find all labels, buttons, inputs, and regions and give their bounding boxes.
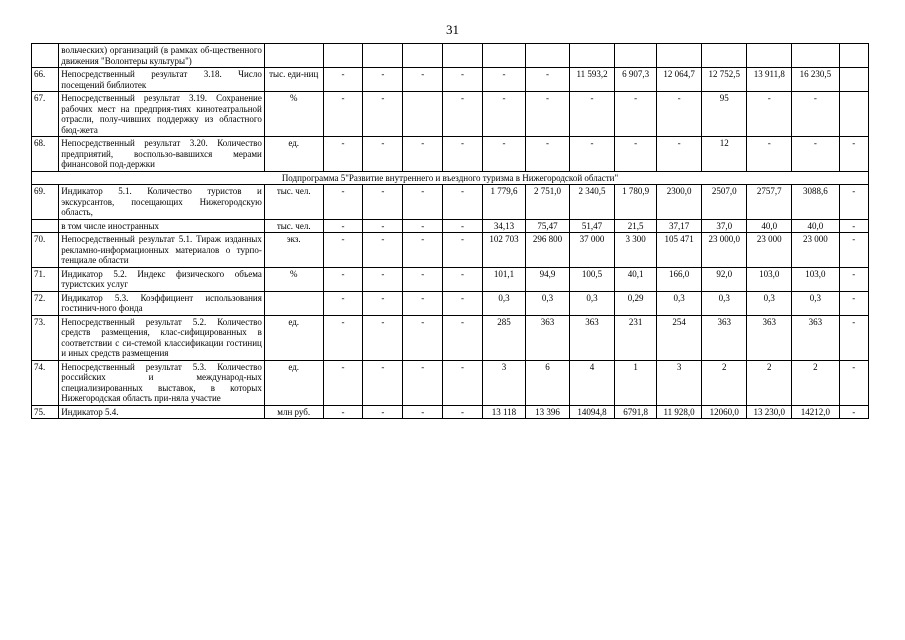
value-cell	[657, 44, 702, 68]
value-cell: 166,0	[657, 267, 702, 291]
unit-cell: ед.	[264, 360, 323, 405]
value-cell: -	[839, 315, 868, 360]
value-cell: 23 000,0	[702, 233, 747, 268]
indicator-name: в том числе иностранных	[59, 219, 265, 233]
value-cell	[747, 44, 792, 68]
value-cell: 12 752,5	[702, 68, 747, 92]
value-cell: -	[443, 267, 483, 291]
value-cell: 100,5	[570, 267, 615, 291]
value-cell: 12060,0	[702, 405, 747, 419]
value-cell: -	[792, 137, 839, 172]
value-cell: 40,1	[615, 267, 657, 291]
value-cell: -	[403, 137, 443, 172]
indicator-name: вольческих) организаций (в рамках об-щественного движения "Волонтеры культуры")	[59, 44, 265, 68]
value-cell: -	[363, 267, 403, 291]
table-row	[32, 360, 869, 405]
value-cell: 3	[482, 360, 525, 405]
value-cell: 23 000	[747, 233, 792, 268]
unit-cell: ед.	[264, 137, 323, 172]
value-cell: 37,17	[657, 219, 702, 233]
value-cell: 1	[615, 360, 657, 405]
value-cell: -	[403, 315, 443, 360]
value-cell: 2300,0	[657, 185, 702, 220]
row-number: 68.	[32, 137, 59, 172]
value-cell: -	[443, 315, 483, 360]
value-cell: -	[363, 360, 403, 405]
value-cell: -	[403, 267, 443, 291]
unit-cell: тыс. чел.	[264, 185, 323, 220]
value-cell: -	[323, 137, 363, 172]
indicator-name: Непосредственный результат 3.20. Количество предприятий, воспользо-вавшихся мерами финансовой под-держки	[59, 137, 265, 172]
value-cell: -	[839, 405, 868, 419]
section-title: Подпрограмма 5"Развитие внутреннего и въездного туризма в Нижегородской области"	[32, 171, 869, 185]
value-cell: 4	[570, 360, 615, 405]
value-cell: 2	[702, 360, 747, 405]
indicator-name: Непосредственный результат 5.1. Тираж изданных рекламно-информационных материалов о турпо-тенциале области	[59, 233, 265, 268]
value-cell: -	[443, 233, 483, 268]
value-cell: -	[443, 185, 483, 220]
value-cell: -	[363, 185, 403, 220]
value-cell: 0,3	[525, 291, 569, 315]
value-cell	[363, 44, 403, 68]
table-row	[32, 267, 869, 291]
value-cell: 0,3	[570, 291, 615, 315]
value-cell: 2757,7	[747, 185, 792, 220]
value-cell: -	[615, 92, 657, 137]
value-cell: 14212,0	[792, 405, 839, 419]
value-cell: -	[323, 291, 363, 315]
value-cell: -	[363, 233, 403, 268]
value-cell: -	[482, 92, 525, 137]
value-cell: 0,3	[747, 291, 792, 315]
value-cell: 2 340,5	[570, 185, 615, 220]
value-cell: 16 230,5	[792, 68, 839, 92]
value-cell: 14094,8	[570, 405, 615, 419]
table-row	[32, 137, 869, 172]
value-cell: -	[443, 92, 483, 137]
unit-cell: экз.	[264, 233, 323, 268]
row-number: 75.	[32, 405, 59, 419]
section-row	[32, 171, 869, 185]
value-cell: 3	[657, 360, 702, 405]
value-cell: 2 751,0	[525, 185, 569, 220]
value-cell: -	[570, 92, 615, 137]
row-number	[32, 219, 59, 233]
value-cell: -	[443, 405, 483, 419]
value-cell	[525, 44, 569, 68]
unit-cell: тыс. еди-ниц	[264, 68, 323, 92]
value-cell: -	[403, 405, 443, 419]
value-cell: -	[323, 267, 363, 291]
value-cell: 40,0	[792, 219, 839, 233]
value-cell: -	[443, 137, 483, 172]
value-cell: -	[403, 219, 443, 233]
unit-cell: млн руб.	[264, 405, 323, 419]
unit-cell: %	[264, 267, 323, 291]
value-cell: 105 471	[657, 233, 702, 268]
value-cell	[839, 44, 868, 68]
value-cell: 34,13	[482, 219, 525, 233]
value-cell: 40,0	[747, 219, 792, 233]
value-cell: -	[363, 137, 403, 172]
table-row	[32, 44, 869, 68]
unit-cell: %	[264, 92, 323, 137]
value-cell: -	[323, 315, 363, 360]
value-cell: 11 593,2	[570, 68, 615, 92]
value-cell: -	[525, 92, 569, 137]
row-number: 67.	[32, 92, 59, 137]
table-row	[32, 315, 869, 360]
value-cell: -	[363, 68, 403, 92]
value-cell: -	[839, 360, 868, 405]
value-cell: 363	[702, 315, 747, 360]
value-cell: -	[403, 360, 443, 405]
value-cell	[615, 44, 657, 68]
value-cell: -	[323, 185, 363, 220]
value-cell: 363	[525, 315, 569, 360]
indicator-name: Индикатор 5.4.	[59, 405, 265, 419]
value-cell: 103,0	[747, 267, 792, 291]
value-cell	[403, 92, 443, 137]
value-cell: 285	[482, 315, 525, 360]
value-cell: 0,3	[482, 291, 525, 315]
value-cell: -	[615, 137, 657, 172]
indicators-table	[31, 43, 869, 419]
value-cell	[792, 44, 839, 68]
value-cell: -	[363, 92, 403, 137]
value-cell: 12	[702, 137, 747, 172]
value-cell: -	[443, 360, 483, 405]
value-cell: 2	[747, 360, 792, 405]
table-row	[32, 68, 869, 92]
table-row	[32, 219, 869, 233]
value-cell: -	[657, 137, 702, 172]
row-number: 74.	[32, 360, 59, 405]
value-cell	[482, 44, 525, 68]
value-cell: -	[443, 68, 483, 92]
unit-cell	[264, 44, 323, 68]
value-cell: -	[363, 315, 403, 360]
value-cell: 102 703	[482, 233, 525, 268]
value-cell: 12 064,7	[657, 68, 702, 92]
value-cell: -	[323, 219, 363, 233]
row-number: 73.	[32, 315, 59, 360]
value-cell: 363	[570, 315, 615, 360]
value-cell: -	[363, 405, 403, 419]
unit-cell	[264, 291, 323, 315]
value-cell: 363	[747, 315, 792, 360]
value-cell	[839, 68, 868, 92]
indicator-name: Индикатор 5.2. Индекс физического объема туристских услуг	[59, 267, 265, 291]
value-cell: 0,3	[702, 291, 747, 315]
value-cell: 296 800	[525, 233, 569, 268]
table-row	[32, 233, 869, 268]
value-cell: 2	[792, 360, 839, 405]
value-cell: -	[747, 137, 792, 172]
value-cell: -	[403, 233, 443, 268]
value-cell: -	[747, 92, 792, 137]
table-row	[32, 405, 869, 419]
value-cell: 75,47	[525, 219, 569, 233]
value-cell: -	[839, 185, 868, 220]
value-cell: 254	[657, 315, 702, 360]
page-number: 31	[446, 22, 459, 37]
value-cell: 13 911,8	[747, 68, 792, 92]
value-cell: -	[403, 185, 443, 220]
value-cell: -	[363, 291, 403, 315]
value-cell: -	[839, 219, 868, 233]
value-cell: -	[570, 137, 615, 172]
value-cell: 1 780,9	[615, 185, 657, 220]
value-cell: -	[839, 137, 868, 172]
value-cell: -	[657, 92, 702, 137]
value-cell: 6 907,3	[615, 68, 657, 92]
indicator-name: Непосредственный результат 3.19. Сохранение рабочих мест на предприя-тиях кинотеатральной отрасли, полу-чивших поддержку из областного бюд-жета	[59, 92, 265, 137]
value-cell: -	[839, 267, 868, 291]
value-cell: -	[403, 291, 443, 315]
value-cell: 23 000	[792, 233, 839, 268]
unit-cell: тыс. чел.	[264, 219, 323, 233]
value-cell	[443, 44, 483, 68]
row-number: 70.	[32, 233, 59, 268]
value-cell: -	[525, 137, 569, 172]
value-cell: 6	[525, 360, 569, 405]
value-cell: -	[363, 219, 403, 233]
value-cell: 13 230,0	[747, 405, 792, 419]
value-cell: 37,0	[702, 219, 747, 233]
value-cell: 95	[702, 92, 747, 137]
value-cell: 21,5	[615, 219, 657, 233]
value-cell: 51,47	[570, 219, 615, 233]
row-number: 71.	[32, 267, 59, 291]
value-cell: 13 396	[525, 405, 569, 419]
value-cell: 1 779,6	[482, 185, 525, 220]
table-row	[32, 185, 869, 220]
indicator-name: Индикатор 5.3. Коэффициент использования гостинич-ного фонда	[59, 291, 265, 315]
value-cell: -	[839, 233, 868, 268]
value-cell: -	[323, 68, 363, 92]
table-row	[32, 92, 869, 137]
value-cell	[403, 44, 443, 68]
row-number: 66.	[32, 68, 59, 92]
value-cell	[702, 44, 747, 68]
value-cell	[323, 44, 363, 68]
value-cell: 0,29	[615, 291, 657, 315]
value-cell: 11 928,0	[657, 405, 702, 419]
value-cell: 0,3	[792, 291, 839, 315]
value-cell: -	[323, 92, 363, 137]
value-cell: 13 118	[482, 405, 525, 419]
value-cell: 3 300	[615, 233, 657, 268]
value-cell: -	[403, 68, 443, 92]
value-cell: 6791,8	[615, 405, 657, 419]
value-cell: -	[792, 92, 839, 137]
value-cell: 101,1	[482, 267, 525, 291]
value-cell	[839, 92, 868, 137]
value-cell: -	[525, 68, 569, 92]
indicator-name: Непосредственный результат 3.18. Число посещений библиотек	[59, 68, 265, 92]
indicator-name: Индикатор 5.1. Количество туристов и экскурсантов, посещающих Нижегородскую область,	[59, 185, 265, 220]
indicator-name: Непосредственный результат 5.2. Количество средств размещения, клас-сифицированных в соответствии с си-стемой классификации гостиниц и иных средств размещения	[59, 315, 265, 360]
value-cell: 2507,0	[702, 185, 747, 220]
value-cell: -	[482, 137, 525, 172]
value-cell: 3088,6	[792, 185, 839, 220]
indicator-name: Непосредственный результат 5.3. Количество российских и международ-ных специализированных выставок, в которых Нижегородская область при-няла участие	[59, 360, 265, 405]
unit-cell: ед.	[264, 315, 323, 360]
value-cell: -	[443, 291, 483, 315]
value-cell: 363	[792, 315, 839, 360]
value-cell: 92,0	[702, 267, 747, 291]
value-cell: 94,9	[525, 267, 569, 291]
row-number	[32, 44, 59, 68]
value-cell: -	[443, 219, 483, 233]
value-cell: -	[839, 291, 868, 315]
row-number: 72.	[32, 291, 59, 315]
value-cell	[570, 44, 615, 68]
value-cell: 103,0	[792, 267, 839, 291]
value-cell: 231	[615, 315, 657, 360]
value-cell: -	[323, 405, 363, 419]
value-cell: 0,3	[657, 291, 702, 315]
value-cell: -	[323, 233, 363, 268]
table-row	[32, 291, 869, 315]
value-cell: 37 000	[570, 233, 615, 268]
value-cell: -	[482, 68, 525, 92]
value-cell: -	[323, 360, 363, 405]
row-number: 69.	[32, 185, 59, 220]
